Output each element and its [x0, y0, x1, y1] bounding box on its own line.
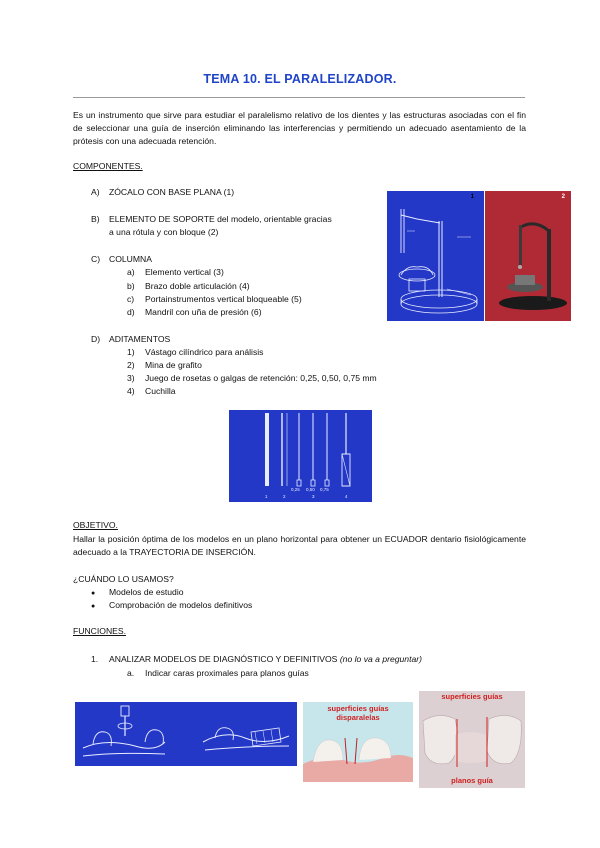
- column-item-c: [127, 293, 302, 306]
- accessory-item-4-marker: 4): [127, 386, 135, 396]
- bullet-icon: ●: [91, 590, 96, 597]
- tool-number-2: 2: [283, 494, 286, 499]
- component-b-line2: a una rótula y con bloque (2): [109, 227, 219, 237]
- column-item-b-marker: b): [127, 281, 135, 291]
- component-b: [91, 213, 332, 226]
- gauge-label-025: 0,25: [291, 487, 300, 492]
- bullet-icon: ●: [91, 603, 96, 610]
- component-b-marker: B): [91, 214, 100, 224]
- guide-planes-photo-drawing: [419, 691, 525, 788]
- photo-label-2: 2: [561, 194, 565, 200]
- accessory-item-4: [127, 385, 176, 398]
- title-divider: [73, 97, 525, 98]
- tool-number-1: 1: [265, 494, 268, 499]
- column-item-b-text: Brazo doble articulación (4): [145, 281, 250, 291]
- label-superficies-guias-right: superficies guías: [441, 692, 503, 701]
- accessory-item-2-marker: 2): [127, 360, 135, 370]
- accessory-item-1: [127, 346, 263, 359]
- funcion-subitem-a-marker: a.: [127, 668, 135, 678]
- column-item-d-text: Mandril con uña de presión (6): [145, 307, 262, 317]
- cuando-item-1: [91, 586, 184, 600]
- page-title: TEMA 10. EL PARALELIZADOR.: [203, 72, 397, 86]
- analysis-diagram: [75, 702, 297, 766]
- accessory-item-2-text: Mina de grafito: [145, 360, 202, 370]
- tool-number-4: 4: [345, 494, 348, 499]
- tool-number-3: 3: [312, 494, 315, 499]
- cuando-item-1-text: Modelos de estudio: [109, 587, 184, 597]
- cuando-item-2: [91, 599, 252, 613]
- accessory-item-1-text: Vástago cilíndrico para análisis: [145, 347, 264, 357]
- paralelizador-diagram-drawing: [387, 191, 484, 321]
- column-item-c-marker: c): [127, 294, 135, 304]
- tools-figure: [229, 410, 372, 502]
- column-item-a-text: Elemento vertical (3): [145, 267, 224, 277]
- funcion-item-1-marker: 1.: [91, 654, 99, 664]
- tools-figure-drawing: [229, 410, 372, 502]
- component-a-text: ZÓCALO CON BASE PLANA (1): [109, 187, 235, 197]
- column-item-d-marker: d): [127, 307, 135, 317]
- accessory-item-2: [127, 359, 202, 372]
- objetivo-heading: OBJETIVO.: [73, 520, 118, 530]
- disparallel-photo: [303, 702, 413, 782]
- column-item-a-marker: a): [127, 267, 135, 277]
- paralelizador-photo-drawing: [485, 191, 571, 321]
- component-c-marker: C): [91, 254, 101, 264]
- intro-paragraph: Es un instrumento que sirve para estudiar el paralelismo relativo de los dientes y las estructuras asociadas con el fin de seleccionar una guía de inserción eliminando las interferencias y permitiendo un adecuado asentamiento de la prótesis con una adecuada retención.: [73, 110, 526, 146]
- component-d: [91, 333, 170, 346]
- component-d-marker: D): [91, 334, 101, 344]
- gauge-label-075: 0,75: [320, 487, 329, 492]
- accessory-item-4-text: Cuchilla: [145, 386, 176, 396]
- component-c: [91, 253, 152, 266]
- column-item-b: [127, 280, 250, 293]
- funcion-subitem-a: [127, 667, 309, 680]
- paralelizador-photo: [485, 191, 571, 321]
- label-disparalelas: disparalelas: [336, 713, 380, 722]
- column-item-d: [127, 306, 262, 319]
- component-a-marker: A): [91, 187, 100, 197]
- column-item-a: [127, 266, 224, 279]
- funcion-subitem-a-text: Indicar caras proximales para planos guías: [145, 668, 309, 678]
- guide-planes-photo: [419, 691, 525, 788]
- paralelizador-diagram: [387, 191, 484, 321]
- diagram-label-1: 1: [470, 194, 474, 200]
- analysis-diagram-drawing: [75, 702, 297, 766]
- componentes-heading: COMPONENTES.: [73, 161, 143, 171]
- cuando-item-2-text: Comprobación de modelos definitivos: [109, 600, 253, 610]
- component-a: [91, 186, 234, 199]
- accessory-item-3: [127, 372, 377, 385]
- gauge-label-050: 0,50: [306, 487, 315, 492]
- component-b-line1: ELEMENTO DE SOPORTE del modelo, orientable gracias: [109, 214, 332, 224]
- objetivo-text: Hallar la posición óptima de los modelos en un plano horizontal para obtener un ECUADOR dentario fisiológicamente adecuado a la TRAYECTORIA DE INSERCIÓN.: [73, 534, 526, 557]
- cuando-heading: ¿CUÁNDO LO USAMOS?: [73, 574, 174, 584]
- funcion-item-1: [91, 653, 422, 666]
- funcion-item-1-note: (no lo va a preguntar): [339, 654, 422, 664]
- component-d-text: ADITAMENTOS: [109, 334, 171, 344]
- column-item-c-text: Portainstrumentos vertical bloqueable (5): [145, 294, 302, 304]
- component-c-text: COLUMNA: [109, 254, 152, 264]
- label-superficies-guias: superficies guías: [327, 704, 389, 713]
- label-planos-guia: planos guía: [451, 776, 493, 785]
- funciones-heading: FUNCIONES.: [73, 626, 126, 636]
- accessory-item-1-marker: 1): [127, 347, 135, 357]
- accessory-item-3-text: Juego de rosetas o galgas de retención: 0,25, 0,50, 0,75 mm: [145, 373, 377, 383]
- funcion-item-1-text: ANALIZAR MODELOS DE DIAGNÓSTICO Y DEFINITIVOS: [109, 654, 340, 664]
- accessory-item-3-marker: 3): [127, 373, 135, 383]
